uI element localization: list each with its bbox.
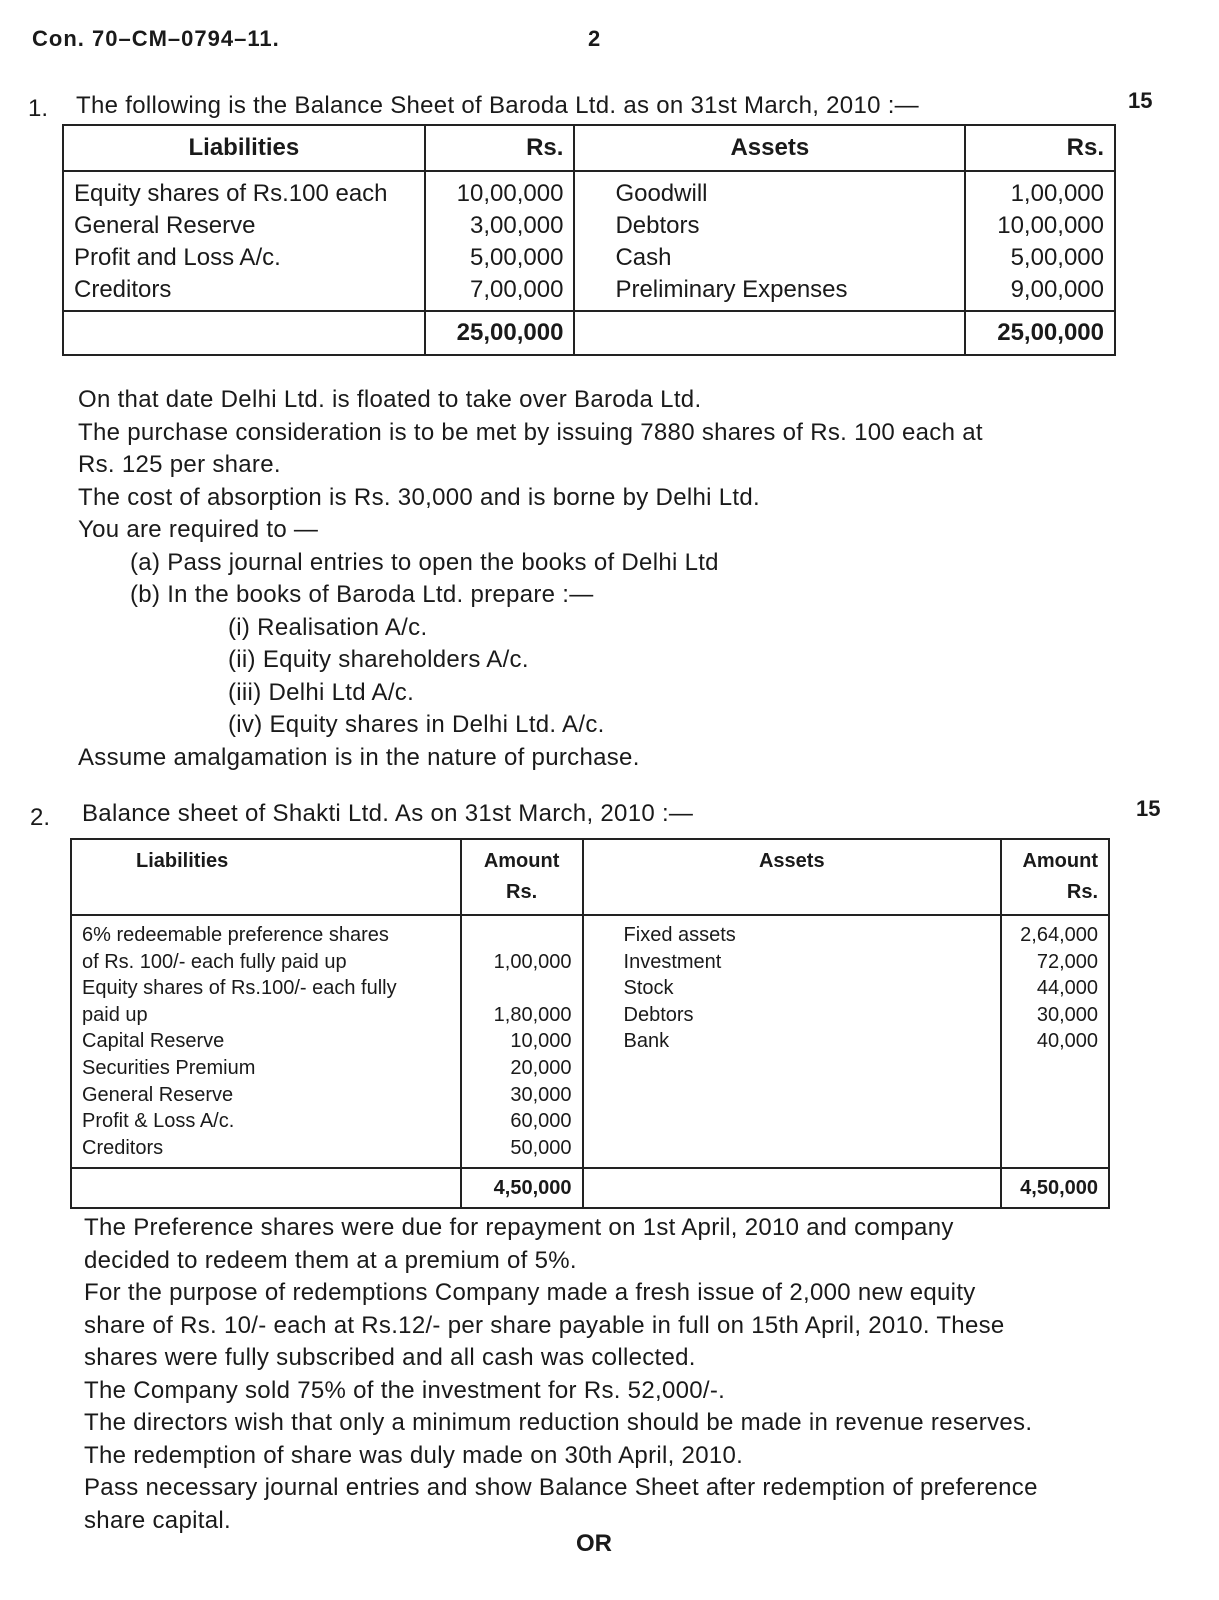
- liabilities-column: [71, 915, 461, 1168]
- header-rs: Rs.: [965, 125, 1115, 171]
- liability-item: General Reserve: [74, 212, 256, 239]
- q1-title: The following is the Balance Sheet of Baroda Ltd. as on 31st March, 2010 :—: [76, 92, 919, 119]
- q1-text-line: You are required to —: [78, 516, 319, 543]
- asset-amount: 2,64,000: [1020, 924, 1098, 946]
- liability-line: paid up: [82, 1003, 148, 1026]
- q1-closing-line: Assume amalgamation is in the nature of purchase.: [78, 743, 640, 771]
- asset-amount: 1,00,000: [1010, 180, 1104, 207]
- q1-number: 1.: [28, 95, 49, 122]
- asset-item: Investment: [623, 950, 722, 973]
- liability-amount: [472, 922, 572, 949]
- q1-total-row: [63, 311, 1115, 355]
- q1-subpart: (ii) Equity shareholders A/c.: [228, 646, 529, 673]
- total-liabilities: 4,50,000: [461, 1168, 583, 1208]
- liability-line: Equity shares of Rs.100/- each fully: [82, 977, 397, 1000]
- q1-body-text: [78, 384, 983, 774]
- asset-item: Debtors: [615, 212, 700, 239]
- asset-amount: 72,000: [1036, 950, 1098, 973]
- total-liabilities: 25,00,000: [425, 311, 575, 355]
- liability-amount: 3,00,000: [470, 212, 564, 239]
- liability-item: Creditors: [74, 276, 172, 303]
- total-assets: 25,00,000: [965, 311, 1115, 355]
- liability-line: 6% redeemable preference shares: [82, 924, 389, 946]
- liability-item: Profit and Loss A/c.: [74, 244, 281, 271]
- asset-amount: 9,00,000: [1010, 276, 1104, 303]
- liability-amounts-column: [425, 171, 575, 311]
- liability-amount: 7,00,000: [470, 276, 564, 303]
- q1-table-header: [63, 125, 1115, 171]
- liability-line: Capital Reserve: [82, 1030, 225, 1053]
- asset-item: Stock: [623, 977, 674, 1000]
- liability-line: Profit & Loss A/c.: [82, 1110, 235, 1133]
- header-rs: Rs.: [425, 125, 575, 171]
- asset-amount: 10,00,000: [997, 212, 1104, 239]
- q2-marks: 15: [1136, 796, 1161, 821]
- liability-amounts-column: [461, 915, 583, 1168]
- q2-number: 2.: [30, 804, 51, 831]
- asset-item: Fixed assets: [623, 924, 736, 946]
- liability-line: Securities Premium: [82, 1056, 256, 1079]
- q2-text-line: share capital.: [84, 1506, 231, 1534]
- paper-code: Con. 70–CM–0794–11.: [32, 26, 280, 51]
- header-liabilities: Liabilities: [63, 125, 425, 171]
- q2-text-line: Pass necessary journal entries and show Balance Sheet after redemption of preference: [84, 1474, 1038, 1501]
- asset-amount: 44,000: [1036, 977, 1098, 1000]
- q2-balance-sheet: [70, 838, 1110, 1209]
- header-amount: Amount Rs.: [1001, 839, 1109, 915]
- q2-text-line: decided to redeem them at a premium of 5%.: [84, 1246, 577, 1274]
- q2-text-line: The directors wish that only a minimum reduction should be made in revenue reserves.: [84, 1409, 1033, 1436]
- liability-amount: 1,80,000: [493, 1003, 572, 1026]
- liability-amount: 1,00,000: [493, 950, 572, 973]
- asset-item: Cash: [615, 244, 672, 271]
- liability-amount: [472, 975, 572, 1002]
- liability-amount: 50,000: [510, 1136, 572, 1159]
- asset-item: Goodwill: [615, 180, 708, 207]
- liability-line: of Rs. 100/- each fully paid up: [82, 950, 347, 973]
- header-amount: Amount Rs.: [461, 839, 583, 915]
- header-assets: Assets: [574, 125, 965, 171]
- q1-balance-sheet: [62, 124, 1116, 356]
- q2-text-line: For the purpose of redemptions Company made a fresh issue of 2,000 new equity: [84, 1279, 976, 1306]
- q2-text-line: shares were fully subscribed and all cash was collected.: [84, 1344, 696, 1371]
- page-number: 2: [588, 26, 601, 51]
- asset-amount: 40,000: [1036, 1030, 1098, 1053]
- asset-amount: 5,00,000: [1010, 244, 1104, 271]
- q1-marks: 15: [1128, 88, 1153, 113]
- or-separator: OR: [576, 1530, 612, 1557]
- asset-amounts-column: [965, 171, 1115, 311]
- header-assets: Assets: [583, 839, 1001, 915]
- q2-text-line: The Company sold 75% of the investment for Rs. 52,000/-.: [84, 1376, 726, 1404]
- asset-item: Debtors: [623, 1003, 694, 1026]
- assets-column: [574, 171, 965, 311]
- q2-text-line: The redemption of share was duly made on 30th April, 2010.: [84, 1441, 744, 1469]
- q1-text-line: On that date Delhi Ltd. is floated to take over Baroda Ltd.: [78, 386, 702, 413]
- q1-text-line: Rs. 125 per share.: [78, 451, 281, 478]
- asset-item: Preliminary Expenses: [615, 276, 848, 303]
- q1-table-body: [63, 171, 1115, 311]
- q1-subpart: (iv) Equity shares in Delhi Ltd. A/c.: [228, 711, 605, 738]
- header-liabilities: Liabilities: [71, 839, 461, 915]
- liability-amount: 10,000: [510, 1030, 572, 1053]
- liabilities-column: [63, 171, 425, 311]
- q2-title: Balance sheet of Shakti Ltd. As on 31st March, 2010 :—: [82, 800, 694, 827]
- liability-line: Creditors: [82, 1136, 164, 1159]
- q1-part-b: (b) In the books of Baroda Ltd. prepare :—: [130, 581, 594, 608]
- asset-item: Bank: [623, 1030, 670, 1053]
- liability-amount: 10,00,000: [456, 180, 564, 207]
- q2-table-header: [71, 839, 1109, 915]
- assets-column: [583, 915, 1001, 1168]
- q1-subpart: (iii) Delhi Ltd A/c.: [228, 678, 415, 706]
- liability-amount: 60,000: [510, 1110, 572, 1133]
- liability-amount: 20,000: [510, 1056, 572, 1079]
- asset-amounts-column: [1001, 915, 1109, 1168]
- liability-line: General Reserve: [82, 1083, 234, 1106]
- q2-text-line: share of Rs. 10/- each at Rs.12/- per share payable in full on 15th April, 2010. These: [84, 1311, 1005, 1339]
- liability-amount: 30,000: [510, 1083, 572, 1106]
- q2-body-text: [84, 1212, 1038, 1537]
- q2-total-row: [71, 1168, 1109, 1208]
- q1-text-line: The purchase consideration is to be met by issuing 7880 shares of Rs. 100 each at: [78, 418, 983, 446]
- q2-text-line: The Preference shares were due for repayment on 1st April, 2010 and company: [84, 1214, 954, 1241]
- q1-text-line: The cost of absorption is Rs. 30,000 and is borne by Delhi Ltd.: [78, 483, 760, 511]
- liability-amount: 5,00,000: [470, 244, 564, 271]
- q1-subpart: (i) Realisation A/c.: [228, 613, 428, 641]
- asset-amount: 30,000: [1036, 1003, 1098, 1026]
- total-assets: 4,50,000: [1001, 1168, 1109, 1208]
- liability-item: Equity shares of Rs.100 each: [74, 180, 388, 207]
- q2-table-body: [71, 915, 1109, 1168]
- q1-part-a: (a) Pass journal entries to open the books of Delhi Ltd: [130, 548, 719, 576]
